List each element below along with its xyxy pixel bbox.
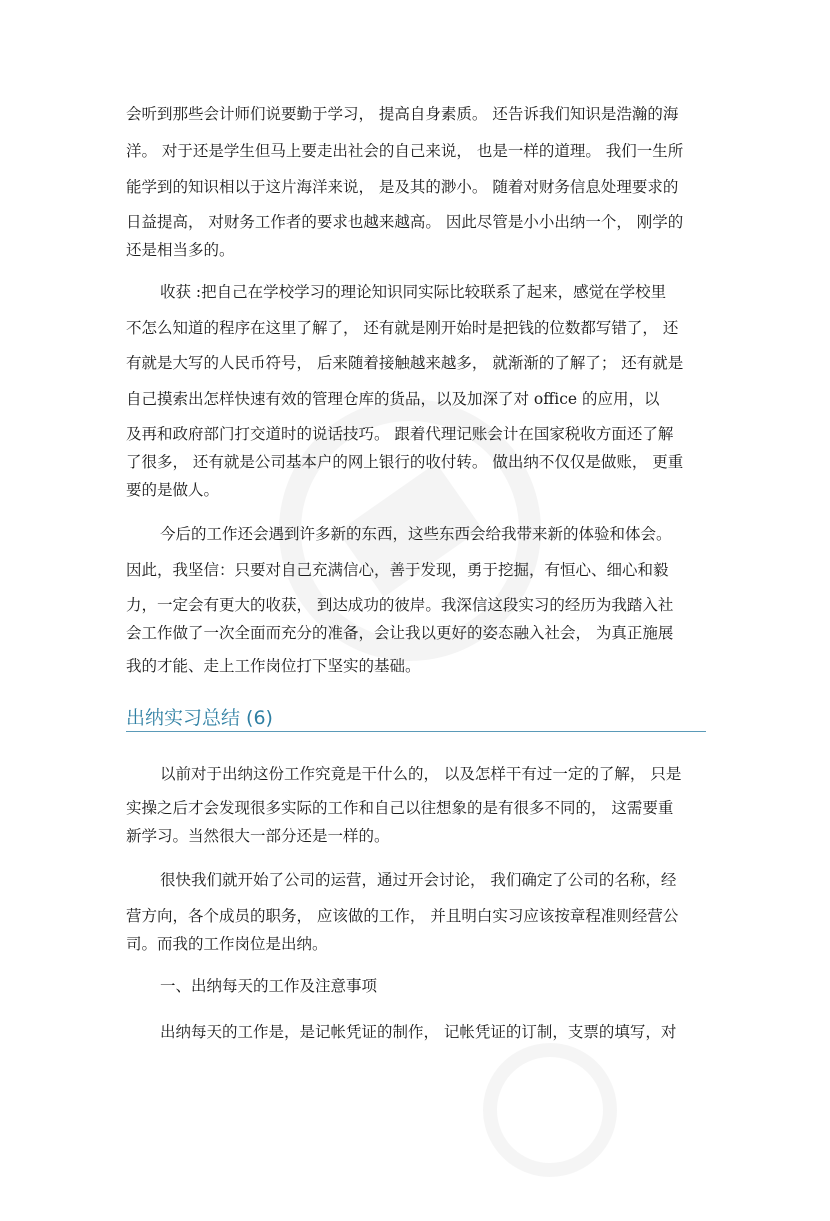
paragraph-3-line: 因此，我坚信：只要对自己充满信心，善于发现，勇于挖掘，有恒心、细心和毅 <box>126 561 669 579</box>
paragraph-1-line: 会听到那些会计师们说要勤于学习， 提高自身素质。 还告诉我们知识是浩瀚的海 <box>126 105 679 123</box>
paragraph-3-line: 会工作做了一次全面而充分的准备，会让我以更好的姿态融入社会， 为真正施展 <box>126 624 674 642</box>
paragraph-2-line: 收获 :把自己在学校学习的理论知识同实际比较联系了起来，感觉在学校里 <box>160 283 667 301</box>
paragraph-4-line: 以前对于出纳这份工作究竟是干什么的， 以及怎样干有过一定的了解， 只是 <box>160 765 682 783</box>
paragraph-1-line: 还是相当多的。 <box>126 241 235 259</box>
paragraph-5-line: 很快我们就开始了公司的运营，通过开会讨论， 我们确定了公司的名称，经 <box>160 871 677 889</box>
paragraph-3-line: 今后的工作还会遇到许多新的东西，这些东西会给我带来新的体验和体会。 <box>160 525 672 543</box>
paragraph-1-line: 洋。 对于还是学生但马上要走出社会的自己来说， 也是一样的道理。 我们一生所 <box>126 142 684 160</box>
paragraph-7-line: 出纳每天的工作是，是记帐凭证的制作， 记帐凭证的订制，支票的填写，对 <box>160 1023 677 1041</box>
paragraph-5-line: 营方向，各个成员的职务， 应该做的工作， 并且明白实习应该按章程准则经营公 <box>126 907 679 925</box>
paragraph-4-line: 实操之后才会发现很多实际的工作和自己以往想象的是有很多不同的， 这需要重 <box>126 799 674 817</box>
paragraph-2-line: 要的是做人。 <box>126 481 220 499</box>
paragraph-2-line: 自己摸索出怎样快速有效的管理仓库的货品，以及加深了对 office 的应用，以 <box>126 390 660 408</box>
paragraph-2-line: 有就是大写的人民币符号， 后来随着接触越来越多， 就渐渐的了解了； 还有就是 <box>126 354 684 372</box>
paragraph-2-line: 不怎么知道的程序在这里了解了， 还有就是刚开始时是把钱的位数都写错了， 还 <box>126 319 679 337</box>
section-heading: 出纳实习总结 (6) <box>126 707 273 729</box>
paragraph-3-line: 力，一定会有更大的收获， 到达成功的彼岸。我深信这段实习的经历为我踏入社 <box>126 596 674 614</box>
paragraph-2-line: 了很多， 还有就是公司基本户的网上银行的收付转。 做出纳不仅仅是做账， 更重 <box>126 453 684 471</box>
paragraph-4-line: 新学习。当然很大一部分还是一样的。 <box>126 827 390 845</box>
paragraph-2-line: 及再和政府部门打交道时的说话技巧。 跟着代理记账会计在国家税收方面还了解 <box>126 425 674 443</box>
paragraph-1-line: 能学到的知识相以于这片海洋来说， 是及其的渺小。 随着对财务信息处理要求的 <box>126 178 679 196</box>
paragraph-5-line: 司。而我的工作岗位是出纳。 <box>126 935 328 953</box>
paragraph-3-line: 我的才能、走上工作岗位打下坚实的基础。 <box>126 657 421 675</box>
numbered-subheading: 一、出纳每天的工作及注意事项 <box>160 977 378 995</box>
paragraph-1-line: 日益提高， 对财务工作者的要求也越来越高。 因此尽管是小小出纳一个， 刚学的 <box>126 213 684 231</box>
heading-underline <box>126 731 706 732</box>
